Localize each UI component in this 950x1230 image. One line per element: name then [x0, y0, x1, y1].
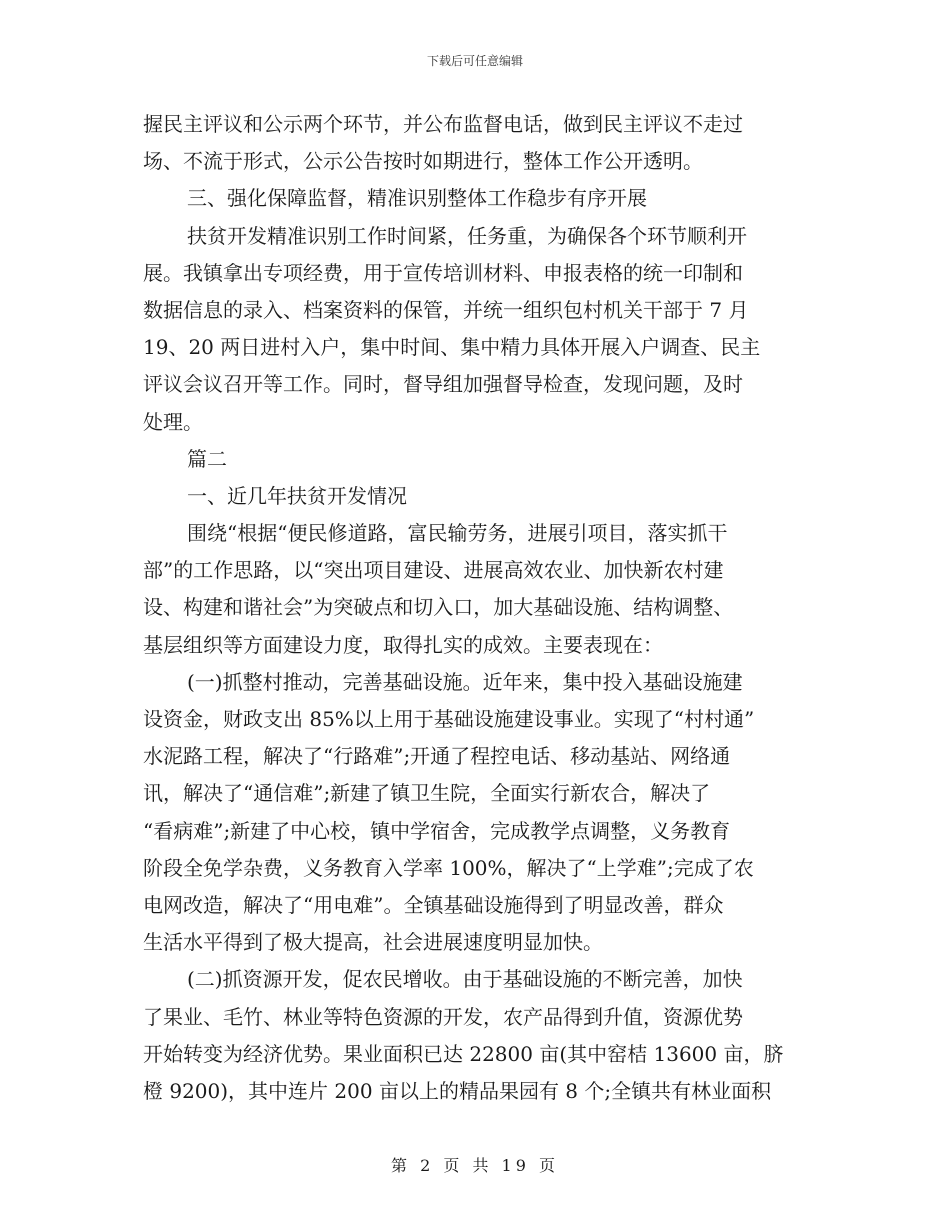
text-line: 橙 9200)，其中连片 200 亩以上的精品果园有 8 个;全镇共有林业面积 [143, 1078, 772, 1103]
text-line: 篇二 [187, 446, 227, 471]
text-line: 三、强化保障监督，精准识别整体工作稳步有序开展 [187, 186, 647, 211]
text-line: 讯，解决了“通信难”;新建了镇卫生院，全面实行新农合，解决了 [143, 781, 711, 806]
text-line: 一、近几年扶贫开发情况 [187, 483, 407, 508]
document-body [143, 106, 808, 1110]
text-line: 展。我镇拿出专项经费，用于宣传培训材料、申报表格的统一印制和 [143, 260, 743, 285]
text-line: 扶贫开发精准识别工作时间紧，任务重，为确保各个环节顺利开 [187, 223, 747, 248]
text-line: 电网改造，解决了“用电难”。全镇基础设施得到了明显改善，群众 [143, 892, 724, 917]
text-line: 评议会议召开等工作。同时，督导组加强督导检查，发现问题，及时 [143, 372, 743, 397]
text-line: (二)抓资源开发，促农民增收。由于基础设施的不断完善，加快 [187, 967, 743, 992]
text-line: (一)抓整村推动，完善基础设施。近年来，集中投入基础设施建 [187, 669, 743, 694]
text-line: 握民主评议和公示两个环节，并公布监督电话，做到民主评议不走过 [143, 112, 743, 136]
text-line: 数据信息的录入、档案资料的保管，并统一组织包村机关干部于 7 月 [143, 297, 749, 322]
text-line: 设资金，财政支出 85%以上用于基础设施建设事业。实现了“村村通” [143, 707, 755, 731]
text-line: 生活水平得到了极大提高，社会进展速度明显加快。 [143, 930, 603, 955]
text-line: 设、构建和谐社会”为突破点和切入口，加大基础设施、结构调整、 [143, 595, 734, 620]
text-line: 部”的工作思路，以“突出项目建设、进展高效农业、加快新农村建 [143, 558, 724, 583]
text-line: 阶段全免学杂费，义务教育入学率 100%，解决了“上学难”;完成了农 [143, 855, 754, 880]
text-line: 围绕“根据“便民修道路，富民输劳务，进展引项目，落实抓干 [187, 521, 728, 546]
text-line: 基层组织等方面建设力度，取得扎实的成效。主要表现在： [143, 632, 663, 657]
text-line: 场、不流于形式，公示公告按时如期进行，整体工作公开透明。 [143, 149, 703, 174]
text-line: 19、20 两日进村入户，集中时间、集中精力具体开展入户调查、民主 [143, 335, 761, 360]
text-line: “看病难”;新建了中心校，镇中学宿舍，完成教学点调整，义务教育 [143, 818, 731, 843]
page-header: 下载后可任意编辑 [426, 54, 523, 68]
text-line: 开始转变为经济优势。果业面积已达 22800 亩(其中窑桔 13600 亩，脐 [143, 1041, 784, 1066]
text-line: 了果业、毛竹、林业等特色资源的开发，农产品得到升值，资源优势 [143, 1004, 743, 1029]
text-line: 水泥路工程，解决了“行路难”;开通了程控电话、移动基站、网络通 [143, 744, 731, 769]
text-line: 处理。 [143, 409, 203, 434]
page-footer: 第 2 页 共 19 页 [391, 1156, 559, 1175]
